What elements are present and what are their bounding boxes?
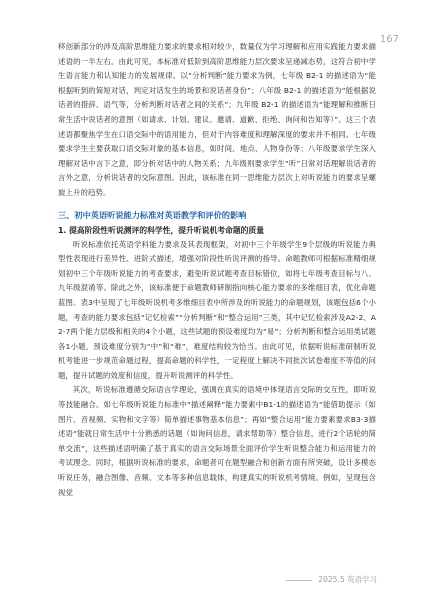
- subsection-heading: 1. 提高阶段性听说测评的科学性，提升听说机考命题的质量: [58, 225, 265, 235]
- body-paragraph: 听说标准依托英语学科能力要求及其表现框架，对初中三个年级学生9个层级的听说能力典型性表现进行差异性、进阶式描述，增强对阶段性听说评测的指导。命题教师可根据标准精细规划初中三个年级听说能力的考查要求，避免听说试题考查目标错位，如将七年级考查目标与八、九年级混淆等。除此之外，该标准便于命题教师研制指向核心能力要求的多维细目表，优化命题蓝图。表3中呈现了七年级听说机考多维细目表中所涉及的听说能力的命题规划，该题包括6个小题，考查的能力要求包括“记忆检索”“分析判断”和“整合运用”三类，其中记忆检索涉及A2-2、A2-7两个能力层级和相关的4个小题，这些试题的预设难度均为“易”；分析判断和整合运用类试题各1小题，预设难度分别为“中”和“难”，难度结构较为恰当。由此可见，依据听说标准研制听说机考能进一步规范命题过程，提高命题的科学性，一定程度上解决不同批次试卷难度不等值的问题，提升试题的效度和信度，提升听说测评的科学性。: [58, 239, 376, 380]
- footer-rule: [286, 580, 312, 581]
- footer-issue: 2025.5: [318, 575, 345, 584]
- article-body: [58, 40, 376, 500]
- body-paragraph: 其次，听说标准遵循交际语言学理论，强调在真实的语境中体现语言交际的交互性，即听说等技能融合。如七年级听说能力标准中“描述阐释”能力要素中B1-1的描述语为“能借助提示（如图片、音视频、实物和文字等）简单描述事物基本信息”；再如“整合运用”能力要素要求B3-3描述语“能就日常生活中十分熟悉的话题（如询问信息，请求帮助等）整合信息，进行2个话轮的简单交流”，这些描述语明确了基于真实的语言交际场景全面评价学生听说整合能力和运用能力的考试理念。同时，根据听说标准的要求，命题者可在题型融合和创新方面有所突破，设计多模态听说任务，融合图像、音频、文本等多种信息载体，构建真实的听说机考情境。例如，呈现包含视觉: [58, 385, 376, 497]
- section-heading: 三、初中英语听说能力标准对英语教学和评价的影响: [58, 209, 247, 220]
- page-number: 167: [379, 34, 399, 45]
- page-footer: [286, 574, 377, 585]
- footer-journal: 英语学习: [347, 575, 377, 584]
- body-paragraph: 移创新部分的涉及高阶思维能力要求的要求相对较少，数量仅为学习理解和应用实践能力要求描述语的一半左右。由此可见，本标准对低阶到高阶思维能力层次要求呈递减态势，这符合初中学生语言能力和认知能力的发展规律。以“分析判断”能力要求为例，七年级 B2-1 的描述语为“能根据听到的简短对话，判定对话发生的场景和说话者身份”；八年级 B2-1 的描述语为“能根据说话者的措辞、语气等，分析判断对话者之间的关系”；九年级 B2-1 的描述语为“能理解和推断日常生活中说话者的意图（如请求、计划、建议、邀请、道歉、拒绝、询问和告知等）”。这三个表述语都聚焦学生在口语交际中的语用能力，但对于内容难度和理解深度的要求并不相同。七年级要求学生主要获取口语交际对象的基本信息，如时间、地点、人物身份等；八年级要求学生深入理解对话中言下之意，即分析对话中的人物关系；九年级则要求学生“听”日常对话理解说话者的言外之意，分析说话者的交际意图。因此，该标准在同一思维能力层次上对听说能力的要求呈螺旋上升的趋势。: [58, 42, 376, 197]
